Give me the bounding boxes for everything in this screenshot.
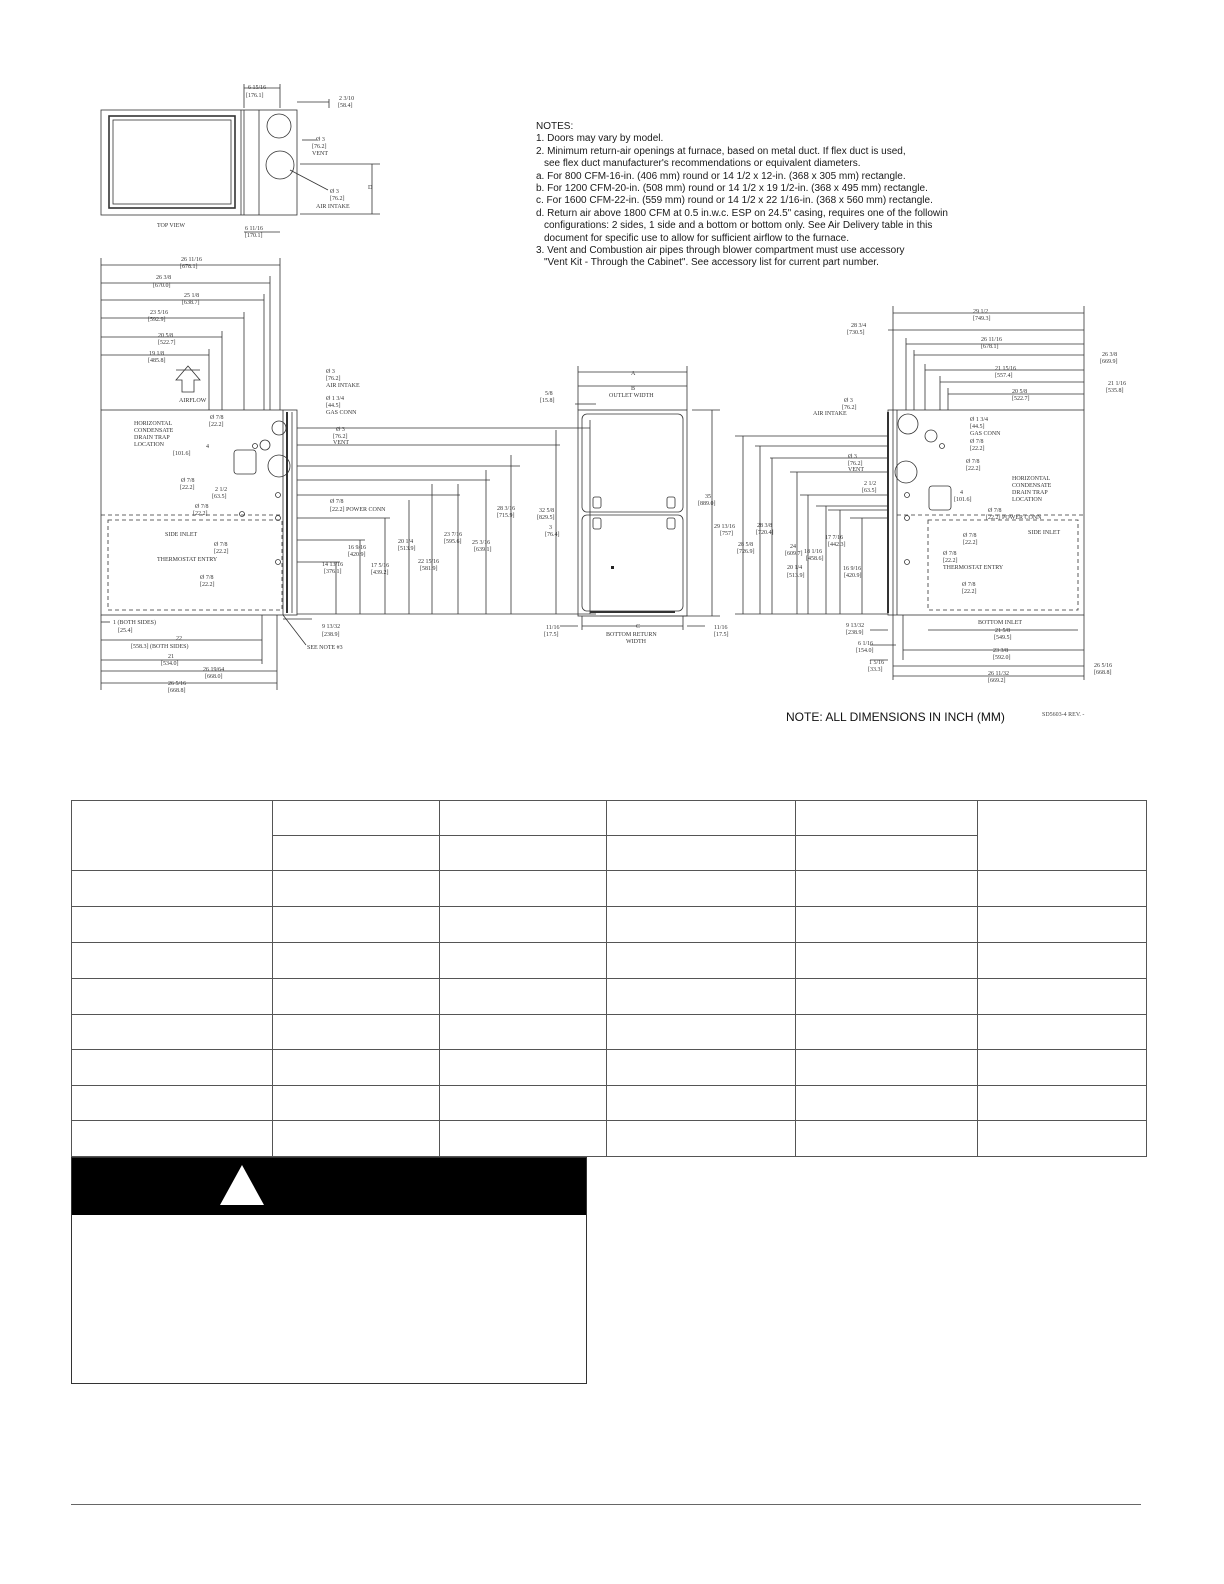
label: VENT (333, 440, 349, 446)
dim-mm: [22.2] POWER CONN (986, 515, 1042, 521)
warning-triangle-icon (220, 1165, 264, 1205)
note-line: c. For 1600 CFM-22-in. (559 mm) round or 14 1/2 x 22 1/16-in. (368 x 560 mm) rectangle. (536, 195, 933, 207)
dim: 20 1/4 (787, 565, 803, 571)
label: BOTTOM RETURN (606, 632, 657, 638)
dim: 20 5/8 (1012, 389, 1028, 395)
dim: 4 (960, 490, 963, 496)
dim-mm: [420.9] (348, 552, 366, 558)
dim-mm: [76.2] (326, 376, 341, 382)
dim: 17 5/16 (371, 563, 390, 569)
dim: 23 7/16 (444, 532, 463, 538)
dim-mm: [376.1] (324, 569, 342, 575)
dim-mm: [170.1] (245, 233, 263, 239)
dim-mm: [592.9] (148, 317, 166, 323)
intake-dia: Ø 3 (330, 189, 339, 195)
table-row (72, 943, 1147, 979)
dim: 26 11/16 (981, 337, 1002, 343)
table-row (72, 1121, 1147, 1157)
dim: 28 5/8 (738, 542, 754, 548)
dimensional-drawing (0, 0, 1224, 760)
label: GAS CONN (326, 410, 357, 416)
table-cell (72, 943, 273, 979)
label: LOCATION (134, 442, 164, 448)
dim: 26 11/32 (988, 671, 1009, 677)
dim: Ø 7/8 (962, 582, 976, 588)
label: AIR INTAKE (813, 411, 847, 417)
dim-mm: [22.2] (200, 582, 215, 588)
dim-mm: [22.2] (209, 422, 224, 428)
dim: 28 3/16 (497, 506, 516, 512)
dim: 29 1/2 (973, 309, 989, 315)
dim: Ø 1 3/4 (970, 417, 988, 423)
dim-mm: [730.5] (847, 330, 865, 336)
dim-mm: [176.1] (246, 93, 264, 99)
table-cell (72, 1086, 273, 1121)
dim: Ø 7/8 (966, 459, 980, 465)
dim-mm: [669.2] (988, 678, 1006, 684)
label: DRAIN TRAP (134, 435, 170, 441)
label: HORIZONTAL (1012, 476, 1051, 482)
dim: 23 3/8 (993, 648, 1009, 654)
dim: 28 3/8 (757, 523, 773, 529)
table-cell (273, 1086, 440, 1121)
dim: Ø 7/8 (195, 504, 209, 510)
note-line: document for specific use to allow for sufficient airflow to the furnace. (544, 232, 849, 244)
label: BOTTOM INLET (978, 620, 1023, 626)
dim-mm: [668.0] (205, 674, 223, 680)
dim-mm: [889.0] (698, 501, 716, 507)
table-cell (440, 907, 607, 943)
note-line: "Vent Kit - Through the Cabinet". See accessory list for current part number. (544, 257, 879, 269)
table-cell (607, 943, 796, 979)
table-row (72, 907, 1147, 943)
table-cell (72, 907, 273, 943)
dim-mm: [76.2] (842, 405, 857, 411)
dim: 35 (705, 494, 711, 500)
label: THERMOSTAT ENTRY (943, 565, 1004, 571)
dim-mm: [715.9] (497, 513, 515, 519)
dim-mm: [668.8] (168, 688, 186, 694)
table-cell (607, 1086, 796, 1121)
dim-mm: [535.8] (1106, 388, 1124, 394)
table-cell (607, 1050, 796, 1086)
dim-mm: [668.8] (1094, 670, 1112, 676)
table-cell (607, 907, 796, 943)
table-cell (273, 943, 440, 979)
table-cell (978, 871, 1147, 907)
dim-mm: [101.6] (173, 451, 191, 457)
table-cell (440, 801, 607, 836)
dim: Ø 7/8 (970, 439, 984, 445)
dim: Ø 1 3/4 (326, 396, 344, 402)
table-cell (978, 1086, 1147, 1121)
label: CONDENSATE (134, 428, 174, 434)
table-cell (72, 1050, 273, 1086)
dim-mm: [458.6] (806, 556, 824, 562)
table-row (72, 979, 1147, 1015)
dim: 19 1/8 (149, 351, 165, 357)
table-cell (796, 801, 978, 836)
notes-block (536, 121, 1036, 270)
table-cell (607, 1015, 796, 1050)
dim-mm: [558.3] (BOTH SIDES) (131, 644, 189, 650)
dim: C (636, 624, 641, 630)
dim-mm: [25.4] (118, 628, 133, 634)
dim: 16 9/16 (348, 545, 367, 551)
dim: Ø 3 (326, 369, 335, 375)
dim: 11/16 (546, 625, 560, 631)
table-cell (440, 1050, 607, 1086)
table-cell (978, 1121, 1147, 1157)
table-cell (607, 979, 796, 1015)
dim-mm: [557.4] (995, 373, 1013, 379)
dim: Ø 7/8 (330, 499, 344, 505)
table-cell (607, 871, 796, 907)
table-cell (273, 979, 440, 1015)
dim: 24 (790, 544, 796, 550)
label: THERMOSTAT ENTRY (157, 557, 218, 563)
table-cell (607, 801, 796, 836)
dim-mm: [44.5] (326, 403, 341, 409)
dim-mm: [609.7] (785, 551, 803, 557)
dim-mm: [678.1] (180, 264, 198, 270)
table-row (72, 1050, 1147, 1086)
dim: 21 (168, 654, 174, 660)
table-cell (72, 801, 273, 871)
table-cell (273, 1015, 440, 1050)
d-label: D (368, 185, 373, 191)
table-row (72, 801, 1147, 836)
vent-name: VENT (312, 151, 328, 157)
label: GAS CONN (970, 431, 1001, 437)
dim: 16 9/16 (843, 566, 862, 572)
notes-heading: NOTES: (536, 121, 574, 132)
left-side-view (101, 258, 596, 690)
dim-mm: [238.9] (846, 630, 864, 636)
table-cell (440, 1121, 607, 1157)
dim-mm: [757] (720, 531, 733, 537)
dim: Ø 3 (844, 398, 853, 404)
dim: Ø 3 (336, 427, 345, 433)
dim-mm: [420.9] (844, 573, 862, 579)
dim-mm: [63.5] (862, 488, 877, 494)
table-cell (72, 1121, 273, 1157)
footer-rule (71, 1504, 1141, 1505)
side-inlet-label: SIDE INLET (165, 532, 198, 538)
table-cell (978, 1015, 1147, 1050)
top-view-title: TOP VIEW (157, 223, 186, 229)
dim: 20 1/4 (398, 539, 414, 545)
dim: 2 3/10 (339, 96, 355, 102)
note-line: see flex duct manufacturer's recommendations or equivalent diameters. (544, 158, 861, 170)
table-cell (72, 871, 273, 907)
dim-mm: [22.2] (962, 589, 977, 595)
dim: 26 3/8 (156, 275, 172, 281)
label: WIDTH (626, 639, 646, 645)
dim-mm: [17.5] (544, 632, 559, 638)
dim-mm: [592.0] (993, 655, 1011, 661)
label: HORIZONTAL (134, 421, 173, 427)
dim-mm: [513.9] (787, 573, 805, 579)
intake-mm: [76.2] (330, 196, 345, 202)
dim: 28 3/4 (851, 323, 867, 329)
dim: 1 (BOTH SIDES) (113, 620, 156, 626)
dim-mm: [513.9] (398, 546, 416, 552)
table-cell (796, 1086, 978, 1121)
dim-mm: [101.6] (954, 497, 972, 503)
warning-header (72, 1158, 586, 1215)
table-cell (72, 979, 273, 1015)
table-cell (978, 979, 1147, 1015)
dim-mm: [22.2] (180, 485, 195, 491)
dim: 5/8 (545, 391, 553, 397)
dim-mm: [22.2] (193, 511, 208, 517)
dim-mm: [485.8] (148, 358, 166, 364)
dim: 22 15/16 (418, 559, 440, 565)
dim-mm: [76.2] (848, 461, 863, 467)
note-line: 1. Doors may vary by model. (536, 133, 664, 145)
table-cell (440, 943, 607, 979)
table-cell (796, 979, 978, 1015)
dim-mm: [238.9] (322, 632, 340, 638)
dim: 26 19/64 (203, 667, 225, 673)
table-cell (440, 1086, 607, 1121)
dim-mm: [76.4] (545, 532, 560, 538)
label: VENT (848, 467, 864, 473)
dim-mm: [439.2] (371, 570, 389, 576)
dim-mm: [669.9] (1100, 359, 1118, 365)
dim-mm: [638.7] (182, 300, 200, 306)
dim-mm: [534.0] (161, 661, 179, 667)
dim: 25 3/16 (472, 540, 491, 546)
dim: 23 5/16 (150, 310, 169, 316)
label: LOCATION (1012, 497, 1042, 503)
dim: 4 (206, 444, 209, 450)
table-cell (978, 907, 1147, 943)
dim: 21 5/8 (995, 628, 1011, 634)
dim: 2 1/2 (215, 487, 228, 493)
dim: 32 5/8 (539, 508, 555, 514)
dim: 9 13/32 (846, 623, 865, 629)
dim-mm: [749.3] (973, 316, 991, 322)
dim-mm: [670.0] (153, 283, 171, 289)
dim: 25 1/8 (184, 293, 200, 299)
table-cell (607, 836, 796, 871)
dim-mm: [22.2] (966, 466, 981, 472)
dim: 1 5/16 (869, 660, 885, 666)
dim-mm: [581.9] (420, 566, 438, 572)
dim: Ø 7/8 (200, 575, 214, 581)
dim: 20 5/8 (158, 333, 174, 339)
dim: 29 13/16 (714, 524, 736, 530)
table-cell (440, 979, 607, 1015)
table-row (72, 1086, 1147, 1121)
dim-mm: [22.2] (970, 446, 985, 452)
table-cell (978, 801, 1147, 871)
dim-mm: [58.4] (338, 103, 353, 109)
table-cell (273, 907, 440, 943)
label: SEE NOTE #3 (307, 645, 343, 651)
table-cell (273, 1050, 440, 1086)
dim-mm: [442.3] (828, 542, 846, 548)
dim-mm: [22.2] POWER CONN (330, 507, 386, 513)
note-line: 3. Vent and Combustion air pipes through blower compartment must use accessory (536, 245, 905, 257)
dim: 11/16 (714, 625, 728, 631)
dim: Ø 3 (848, 454, 857, 460)
dim: Ø 7/8 (963, 533, 977, 539)
dim: Ø 7/8 (214, 542, 228, 548)
vent-mm: [76.2] (312, 144, 327, 150)
front-view (560, 366, 720, 630)
dim: B (631, 386, 636, 392)
dim-mm: [522.7] (1012, 396, 1030, 402)
table-cell (796, 1121, 978, 1157)
dim: 22 (176, 636, 182, 642)
dim: Ø 7/8 (210, 415, 224, 421)
dim-mm: [549.5] (994, 635, 1012, 641)
dim-mm: [678.1] (981, 344, 999, 350)
table-cell (607, 1121, 796, 1157)
dim-mm: [17.5] (714, 632, 729, 638)
note-line: 2. Minimum return-air openings at furnace, based on metal duct. If flex duct is used, (536, 145, 906, 157)
dim: 26 5/16 (1094, 663, 1113, 669)
dim: 6 15/16 (248, 85, 267, 91)
dim-mm: [829.5] (537, 515, 555, 521)
dim-mm: [15.8] (540, 398, 555, 404)
dim-mm: [639.1] (474, 547, 492, 553)
dim: 26 5/16 (168, 681, 187, 687)
dim: Ø 7/8 (181, 478, 195, 484)
label: DRAIN TRAP (1012, 490, 1048, 496)
table-row (72, 1015, 1147, 1050)
table-cell (978, 943, 1147, 979)
table-cell (273, 801, 440, 836)
dim: 21 1/16 (1108, 381, 1127, 387)
dim-mm: [522.7] (158, 340, 176, 346)
table-cell (72, 1015, 273, 1050)
note-line: d. Return air above 1800 CFM at 0.5 in.w.c. ESP on 24.5" casing, requires one of the followin (536, 207, 948, 219)
table-cell (796, 836, 978, 871)
table-cell (796, 943, 978, 979)
dim: 14 13/16 (322, 562, 344, 568)
dimensions-table (71, 800, 1147, 1157)
table-cell (273, 1121, 440, 1157)
warning-box (71, 1157, 587, 1384)
table-cell (978, 1050, 1147, 1086)
dimensions-note: NOTE: ALL DIMENSIONS IN INCH (MM) (786, 710, 1005, 724)
intake-name: AIR INTAKE (316, 204, 350, 210)
dim: 17 7/16 (825, 535, 844, 541)
airflow-label: AIRFLOW (179, 398, 207, 404)
label: AIR INTAKE (326, 383, 360, 389)
dim-mm: [154.0] (856, 648, 874, 654)
label: OUTLET WIDTH (609, 393, 654, 399)
dim-mm: [63.5] (212, 494, 227, 500)
table-cell (796, 1050, 978, 1086)
dim: 26 11/16 (181, 257, 202, 263)
table-cell (440, 1015, 607, 1050)
note-line: a. For 800 CFM-16-in. (406 mm) round or 14 1/2 x 12-in. (368 x 305 mm) rectangle. (536, 170, 906, 182)
dim: 6 11/16 (245, 226, 263, 232)
dim-mm: [726.9] (737, 549, 755, 555)
dim-mm: [22.2] (963, 540, 978, 546)
dim-mm: [76.2] (333, 434, 348, 440)
table-cell (796, 907, 978, 943)
dim: 6 1/16 (858, 641, 874, 647)
dim-mm: [22.2] (214, 549, 229, 555)
drawing-number: SD5603-4 REV. - (1042, 712, 1085, 718)
table-cell (796, 871, 978, 907)
dim-mm: [22.2] (943, 558, 958, 564)
dim-mm: [44.5] (970, 424, 985, 430)
note-line: configurations: 2 sides, 1 side and a bottom or bottom only. See Air Delivery table in this (544, 220, 933, 232)
dim: 26 3/8 (1102, 352, 1118, 358)
table-cell (440, 836, 607, 871)
dim: 3 (549, 525, 552, 531)
dim: 21 15/16 (995, 366, 1017, 372)
dim: A (631, 371, 636, 377)
dim-mm: [33.3] (868, 667, 883, 673)
dim: 9 13/32 (322, 624, 341, 630)
table-cell (273, 871, 440, 907)
dim: 18 1/16 (804, 549, 823, 555)
label: CONDENSATE (1012, 483, 1052, 489)
note-line: b. For 1200 CFM-20-in. (508 mm) round or 14 1/2 x 19 1/2-in. (368 x 495 mm) rectangle. (536, 183, 928, 195)
vent-dia: Ø 3 (316, 137, 325, 143)
table-cell (440, 871, 607, 907)
table-cell (796, 1015, 978, 1050)
table-cell (273, 836, 440, 871)
dim-mm: [595.6] (444, 539, 462, 545)
dim: Ø 7/8 (943, 551, 957, 557)
dim: 2 1/2 (864, 481, 877, 487)
dim-mm: [720.4] (756, 530, 774, 536)
table-row (72, 871, 1147, 907)
dim: Ø 7/8 (988, 508, 1002, 514)
side-inlet-label-right: SIDE INLET (1028, 530, 1061, 536)
